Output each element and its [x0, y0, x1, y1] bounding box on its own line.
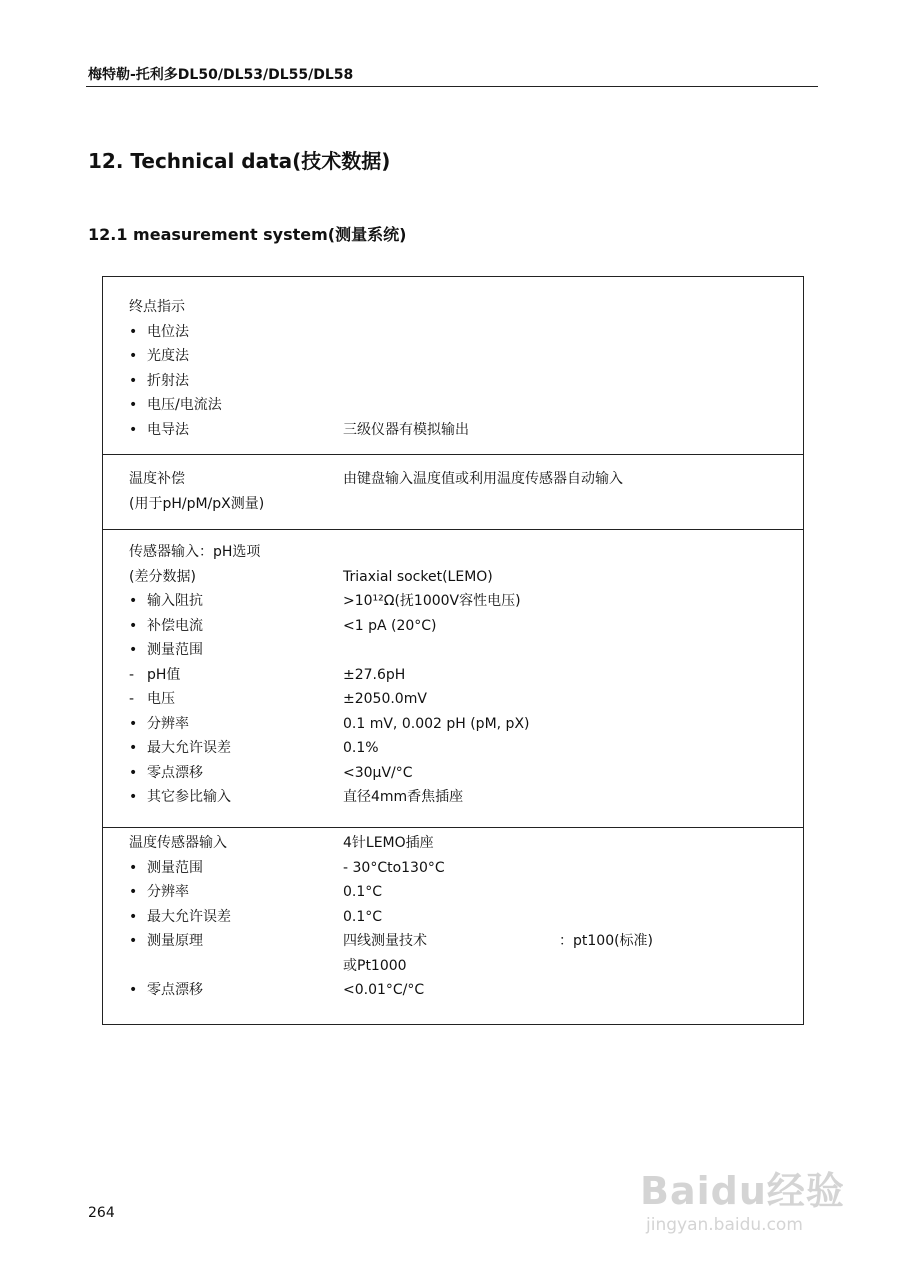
spec-label: 补偿电流 — [147, 617, 203, 634]
spec-label: 测量原理 — [147, 933, 203, 949]
spec-section — [103, 529, 803, 827]
spec-value: 由键盘输入温度值或利用温度传感器自动输入 — [343, 471, 623, 487]
spec-row — [103, 393, 803, 418]
spec-row — [103, 761, 803, 786]
spec-row — [103, 418, 803, 443]
spec-value: ±2050.0mV — [343, 691, 427, 707]
spec-row — [103, 638, 803, 663]
spec-value: Triaxial socket(LEMO) — [343, 568, 493, 585]
spec-label: (差分数据) — [129, 568, 196, 585]
bullet-marker: - — [129, 691, 135, 707]
bullet-marker: • — [129, 421, 138, 438]
spec-label: 输入阻抗 — [147, 593, 203, 609]
bullet-marker: • — [129, 617, 138, 634]
watermark — [640, 1160, 845, 1235]
spec-label: pH值 — [147, 666, 181, 683]
spec-label: 测量范围 — [147, 859, 203, 876]
bullet-marker: • — [129, 933, 138, 949]
spec-row — [103, 712, 803, 737]
spec-label: 其它参比输入 — [147, 789, 231, 805]
bullet-marker: • — [129, 642, 138, 658]
spec-row — [103, 929, 803, 954]
spec-label: 温度传感器输入 — [129, 835, 227, 851]
spec-value: 0.1% — [343, 740, 379, 756]
bullet-marker: • — [129, 397, 138, 413]
spec-label: 最大允许误差 — [147, 908, 231, 925]
spec-row — [103, 856, 803, 881]
spec-row — [103, 687, 803, 712]
spec-label: 测量范围 — [147, 642, 203, 658]
spec-section — [103, 277, 803, 454]
bullet-marker: • — [129, 982, 138, 998]
spec-value: ±27.6pH — [343, 666, 406, 683]
watermark-logo: Baidu经验 — [640, 1169, 845, 1213]
spec-value: <30µV/°C — [343, 764, 413, 781]
bullet-marker: • — [129, 323, 138, 340]
spec-label: 电压/电流法 — [147, 397, 222, 413]
spec-row — [103, 880, 803, 905]
spec-row — [103, 320, 803, 345]
spec-label: 零点漂移 — [147, 982, 203, 998]
watermark-url: jingyan.baidu.com — [646, 1215, 803, 1235]
bullet-marker: • — [129, 593, 138, 609]
spec-value: 0.1 mV, 0.002 pH (pM, pX) — [343, 715, 530, 732]
bullet-marker: • — [129, 372, 138, 389]
spec-row — [103, 369, 803, 394]
spec-row — [103, 589, 803, 614]
bullet-marker: • — [129, 859, 138, 876]
spec-label: (用于pH/pM/pX测量) — [129, 495, 265, 512]
bullet-marker: • — [129, 789, 138, 805]
bullet-marker: • — [129, 908, 138, 925]
spec-section — [103, 454, 803, 529]
bullet-marker: • — [129, 348, 138, 364]
spec-row — [103, 954, 803, 979]
bullet-marker: • — [129, 764, 138, 781]
spec-label: 光度法 — [147, 348, 189, 364]
spec-label: 电导法 — [147, 421, 189, 438]
section-title: 12.1 measurement system(测量系统) — [88, 225, 407, 244]
spec-value: 三级仪器有模拟输出 — [343, 421, 469, 438]
spec-label: 传感器输入：pH选项 — [129, 544, 261, 560]
bullet-marker: • — [129, 740, 138, 756]
spec-label: 电压 — [147, 691, 175, 707]
spec-row — [103, 467, 803, 492]
spec-row — [103, 344, 803, 369]
spec-row — [103, 565, 803, 590]
spec-label: 零点漂移 — [147, 764, 203, 781]
spec-table — [102, 276, 804, 1025]
spec-label: 终点指示 — [129, 299, 185, 315]
bullet-marker: - — [129, 666, 135, 683]
spec-label: 温度补偿 — [129, 471, 185, 487]
spec-row — [103, 831, 803, 856]
spec-value: 0.1°C — [343, 884, 383, 900]
spec-value: 或Pt1000 — [343, 957, 407, 974]
spec-row — [103, 978, 803, 1003]
spec-row — [103, 614, 803, 639]
spec-section — [103, 827, 803, 1024]
spec-row — [103, 663, 803, 688]
spec-value: 4针LEMO插座 — [343, 835, 434, 851]
spec-label: 电位法 — [147, 323, 189, 340]
page-number: 264 — [88, 1205, 115, 1221]
spec-value-extra: ：pt100(标准) — [559, 933, 654, 949]
spec-row — [103, 785, 803, 810]
chapter-title: 12. Technical data(技术数据) — [88, 149, 391, 173]
header-rule — [86, 86, 818, 87]
running-header: 梅特勒-托利多DL50/DL53/DL55/DL58 — [88, 67, 354, 83]
spec-value: 直径4mm香焦插座 — [343, 789, 464, 805]
spec-value: <1 pA (20°C) — [343, 617, 437, 634]
spec-row — [103, 540, 803, 565]
spec-value: 四线测量技术 — [343, 933, 427, 949]
spec-row — [103, 736, 803, 761]
spec-row — [103, 905, 803, 930]
spec-value: - 30°Cto130°C — [343, 859, 445, 876]
spec-value: 0.1°C — [343, 908, 383, 925]
spec-value: <0.01°C/°C — [343, 982, 425, 998]
spec-label: 最大允许误差 — [147, 740, 231, 756]
bullet-marker: • — [129, 884, 138, 900]
spec-label: 分辨率 — [147, 715, 189, 732]
spec-value: >10¹²Ω(抚1000V容性电压) — [343, 593, 521, 609]
spec-label: 分辨率 — [147, 884, 189, 900]
spec-row — [103, 295, 803, 320]
bullet-marker: • — [129, 715, 138, 732]
spec-row — [103, 492, 803, 517]
spec-label: 折射法 — [147, 372, 189, 389]
